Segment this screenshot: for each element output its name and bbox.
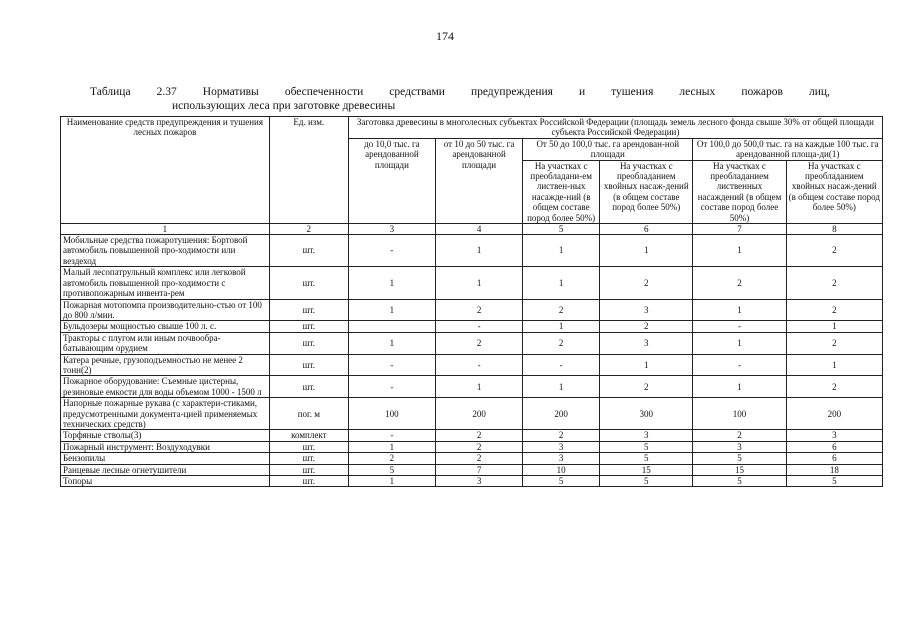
- row-name: Малый лесопатрульный комплекс или легковой автомобиль повышенной про-ходимости с противопожарным инвента-рем: [61, 267, 270, 299]
- row-value: 5: [348, 464, 435, 475]
- row-value: 1: [600, 354, 693, 376]
- row-unit: шт.: [269, 476, 348, 487]
- row-value: 5: [523, 476, 600, 487]
- row-value: 5: [600, 453, 693, 464]
- row-name: Бензопилы: [61, 453, 270, 464]
- row-value: -: [435, 354, 522, 376]
- row-value: 2: [786, 299, 882, 321]
- table-body: [61, 235, 883, 487]
- row-value: 5: [600, 441, 693, 452]
- row-value: 2: [523, 299, 600, 321]
- column-number: 5: [523, 224, 600, 235]
- row-value: -: [435, 321, 522, 332]
- table-row: [61, 441, 883, 452]
- row-value: 15: [600, 464, 693, 475]
- row-name: Пожарное оборудование: Съемные цистерны, резиновые емкости для воды объемом 1000 - 1500 л: [61, 376, 270, 398]
- caption-word: обеспеченности: [284, 86, 364, 98]
- row-value: 15: [693, 464, 786, 475]
- row-value: 5: [600, 476, 693, 487]
- row-value: -: [348, 376, 435, 398]
- row-value: 1: [693, 332, 786, 354]
- table-row: [61, 453, 883, 464]
- row-name: Бульдозеры мощностью свыше 100 л. с.: [61, 321, 270, 332]
- row-value: 1: [348, 476, 435, 487]
- row-value: 10: [523, 464, 600, 475]
- row-value: 1: [523, 267, 600, 299]
- row-value: 2: [600, 267, 693, 299]
- row-value: 2: [786, 376, 882, 398]
- header-col-8: На участках с преобладанием хвойных насаж-дений (в общем составе пород более 50%): [786, 160, 882, 223]
- row-value: -: [523, 354, 600, 376]
- header-unit: Ед. изм.: [269, 117, 348, 224]
- table-row: [61, 398, 883, 430]
- row-value: 18: [786, 464, 882, 475]
- row-unit: шт.: [269, 441, 348, 452]
- row-value: 200: [786, 398, 882, 430]
- table-row: [61, 430, 883, 441]
- row-unit: шт.: [269, 464, 348, 475]
- header-sub-a: до 10,0 тыс. га арендованной площади: [348, 138, 435, 223]
- row-unit: шт.: [269, 453, 348, 464]
- row-name: Торфяные стволы(3): [61, 430, 270, 441]
- row-value: 5: [786, 476, 882, 487]
- row-value: 6: [786, 441, 882, 452]
- row-unit: пог. м: [269, 398, 348, 430]
- row-value: 2: [435, 332, 522, 354]
- caption-word: предупреждения: [470, 86, 553, 98]
- row-value: 5: [693, 453, 786, 464]
- table-container: [60, 116, 883, 487]
- column-number: 8: [786, 224, 882, 235]
- caption-line-2: использующих леса при заготовке древесины: [172, 100, 396, 112]
- row-name: Мобильные средства пожаротушения: Бортовой автомобиль повышенной про-ходимости или вездеход: [61, 235, 270, 267]
- row-value: 2: [435, 453, 522, 464]
- row-value: 3: [786, 430, 882, 441]
- row-value: 3: [693, 441, 786, 452]
- row-value: 2: [348, 453, 435, 464]
- header-col-5: На участках с преобладани-ем листвен-ных насажде-ний (в общем составе пород более 50%): [523, 160, 600, 223]
- row-value: 1: [523, 321, 600, 332]
- header-sub-b: от 10 до 50 тыс. га арендованной площади: [435, 138, 522, 223]
- row-value: 3: [435, 476, 522, 487]
- row-value: 3: [600, 332, 693, 354]
- row-value: 2: [523, 430, 600, 441]
- row-value: -: [693, 321, 786, 332]
- caption-word: средствами: [389, 86, 445, 98]
- caption-word: тушения: [611, 86, 654, 98]
- row-value: 2: [600, 321, 693, 332]
- row-value: 1: [348, 267, 435, 299]
- column-number: 3: [348, 224, 435, 235]
- row-value: 2: [523, 332, 600, 354]
- row-name: Топоры: [61, 476, 270, 487]
- caption-word: 2.37: [156, 86, 177, 98]
- caption-word: лиц,: [808, 86, 830, 98]
- row-unit: шт.: [269, 267, 348, 299]
- row-unit: шт.: [269, 376, 348, 398]
- row-unit: шт.: [269, 332, 348, 354]
- table-row: [61, 235, 883, 267]
- header-sub-d: От 100,0 до 500,0 тыс. га на каждые 100 тыс. га арендованной площа-ди(1): [693, 138, 883, 160]
- table-row: [61, 332, 883, 354]
- column-number: 7: [693, 224, 786, 235]
- row-value: 1: [693, 235, 786, 267]
- row-value: 2: [786, 267, 882, 299]
- row-unit: комплект: [269, 430, 348, 441]
- row-value: 1: [786, 321, 882, 332]
- row-name: Тракторы с плугом или иным почвообра-батывающим орудием: [61, 332, 270, 354]
- row-value: 1: [693, 376, 786, 398]
- row-value: -: [693, 354, 786, 376]
- row-value: -: [348, 430, 435, 441]
- header-group-main: Заготовка древесины в многолесных субъектах Российской Федерации (площадь земель лесного фонда свыше 30% от общей площади субъекта Российской Федерации): [348, 117, 882, 139]
- row-value: 2: [693, 430, 786, 441]
- column-number-row: [61, 224, 883, 235]
- header-sub-c: От 50 до 100,0 тыс. га арендован-ной площади: [523, 138, 693, 160]
- row-name: Пожарная мотопомпа производительно-стью от 100 до 800 л/мин.: [61, 299, 270, 321]
- row-value: 6: [786, 453, 882, 464]
- row-value: 5: [693, 476, 786, 487]
- caption-word: пожаров: [741, 86, 783, 98]
- row-value: 3: [600, 299, 693, 321]
- row-value: 1: [348, 299, 435, 321]
- row-value: 3: [523, 441, 600, 452]
- caption-line-1: [90, 85, 830, 99]
- row-value: 100: [348, 398, 435, 430]
- row-unit: шт.: [269, 321, 348, 332]
- row-value: 1: [348, 332, 435, 354]
- row-value: 300: [600, 398, 693, 430]
- table-row: [61, 376, 883, 398]
- row-value: 2: [786, 332, 882, 354]
- row-value: 1: [348, 441, 435, 452]
- row-value: 3: [600, 430, 693, 441]
- row-value: 1: [435, 267, 522, 299]
- caption-word: Нормативы: [202, 86, 259, 98]
- row-unit: шт.: [269, 235, 348, 267]
- row-value: 2: [435, 441, 522, 452]
- header-name: Наименование средств предупреждения и тушения лесных пожаров: [61, 117, 270, 224]
- row-value: -: [348, 354, 435, 376]
- row-unit: шт.: [269, 299, 348, 321]
- row-value: 1: [693, 299, 786, 321]
- table-row: [61, 321, 883, 332]
- table-row: [61, 464, 883, 475]
- table-row: [61, 476, 883, 487]
- row-value: 200: [435, 398, 522, 430]
- caption-word: и: [578, 86, 586, 98]
- row-value: 1: [435, 235, 522, 267]
- caption-word: Таблица: [90, 86, 131, 98]
- column-number: 1: [61, 224, 270, 235]
- row-name: Напорные пожарные рукава (с характери-стиками, предусмотренными документа-цией применяемых технических средств): [61, 398, 270, 430]
- row-value: 1: [600, 235, 693, 267]
- row-value: 200: [523, 398, 600, 430]
- row-value: 2: [786, 235, 882, 267]
- column-number: 2: [269, 224, 348, 235]
- row-value: 2: [693, 267, 786, 299]
- row-value: -: [348, 235, 435, 267]
- row-value: [348, 321, 435, 332]
- table-caption: [90, 85, 830, 113]
- table-row: [61, 267, 883, 299]
- row-value: 100: [693, 398, 786, 430]
- row-value: 1: [786, 354, 882, 376]
- caption-word: лесных: [679, 86, 716, 98]
- page-number: 174: [436, 29, 454, 43]
- row-name: Пожарный инструмент: Воздуходувки: [61, 441, 270, 452]
- row-value: 1: [435, 376, 522, 398]
- norms-table: [60, 116, 883, 487]
- row-value: 2: [435, 299, 522, 321]
- row-unit: шт.: [269, 354, 348, 376]
- row-value: 3: [523, 453, 600, 464]
- row-value: 7: [435, 464, 522, 475]
- row-name: Катера речные, грузоподъемностью не менее 2 тонн(2): [61, 354, 270, 376]
- table-row: [61, 354, 883, 376]
- column-number: 4: [435, 224, 522, 235]
- header-col-7: На участках с преобладанием лиственных насаждений (в общем составе пород более 50%): [693, 160, 786, 223]
- column-number: 6: [600, 224, 693, 235]
- table-row: [61, 299, 883, 321]
- row-value: 2: [600, 376, 693, 398]
- header-col-6: На участках с преобладанием хвойных насаж-дений (в общем составе пород более 50%): [600, 160, 693, 223]
- row-value: 1: [523, 376, 600, 398]
- row-value: 2: [435, 430, 522, 441]
- row-name: Ранцевые лесные огнетушители: [61, 464, 270, 475]
- row-value: 1: [523, 235, 600, 267]
